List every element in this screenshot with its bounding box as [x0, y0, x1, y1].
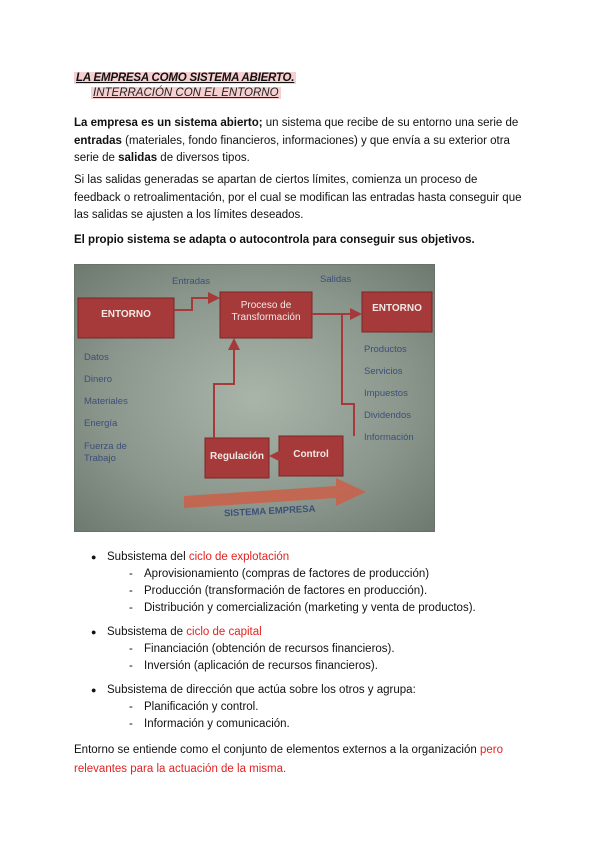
output-item: Servicios: [364, 366, 403, 377]
highlight-red-text: pero relevantes para la actuación de la misma.: [74, 744, 503, 775]
sub-list-item: - Aprovisionamiento (compras de factores de producción): [91, 566, 571, 583]
list-item: [91, 624, 571, 641]
paragraph-open-system: [74, 115, 524, 168]
list-item: [91, 549, 571, 566]
document-subtitle: INTERRACIÓN CON EL ENTORNO: [93, 87, 279, 99]
paragraph-text: de diversos tipos.: [157, 152, 250, 164]
sub-list-item: - Inversión (aplicación de recursos financieros).: [91, 658, 571, 675]
entorno-left-label: ENTORNO: [101, 309, 151, 320]
input-item: Fuerza de: [84, 441, 127, 452]
sub-list-item: - Distribución y comercialización (marketing y venta de productos).: [91, 600, 571, 617]
output-item: Información: [364, 432, 414, 443]
system-diagram-photo: [74, 264, 435, 532]
list-item-text: Subsistema de: [107, 626, 187, 638]
sub-list-item: - Planificación y control.: [91, 699, 571, 716]
entradas-label: Entradas: [172, 276, 211, 287]
control-label: Control: [293, 449, 329, 460]
bold-text: entradas: [74, 134, 122, 147]
input-item: Energía: [84, 418, 118, 429]
entorno-right-label: ENTORNO: [372, 303, 422, 314]
highlight-red-text: ciclo de capital: [186, 626, 262, 638]
sistema-empresa-label: SISTEMA EMPRESA: [223, 503, 316, 520]
subsystem-list-direccion: [91, 682, 571, 733]
highlight-red-text: ciclo de explotación: [188, 551, 290, 563]
list-item: ● Subsistema de dirección que actúa sobre los otros y agrupa:: [91, 682, 571, 699]
input-item: Trabajo: [84, 453, 116, 464]
closing-text: Entorno se entiende como el conjunto de elementos externos a la organización: [74, 744, 480, 756]
proceso-label: Proceso de Transformación: [231, 300, 301, 323]
sub-list-item: - Financiación (obtención de recursos financieros).: [91, 641, 571, 658]
bold-text: salidas: [118, 152, 158, 164]
output-item: Dividendos: [364, 410, 411, 421]
document-title: LA EMPRESA COMO SISTEMA ABIERTO.: [76, 72, 295, 84]
input-item: Materiales: [84, 396, 128, 407]
subsystem-list-explotacion: [91, 549, 571, 617]
arrow-feedback-down: [342, 314, 354, 436]
subsystem-list-capital: [91, 624, 571, 675]
input-item: Datos: [84, 352, 109, 363]
sub-list-item: - Información y comunicación.: [91, 716, 571, 733]
big-arrow: [184, 478, 366, 508]
arrow-regulacion-up: [214, 340, 234, 438]
regulacion-label: Regulación: [210, 451, 264, 462]
input-item: Dinero: [84, 374, 112, 385]
output-item: Impuestos: [364, 388, 408, 399]
output-item: Productos: [364, 344, 407, 355]
salidas-label: Salidas: [320, 274, 352, 285]
closing-paragraph: [74, 741, 514, 779]
paragraph-self-control: El propio sistema se adapta o autocontrola para conseguir sus objetivos.: [74, 234, 475, 246]
bold-text: La empresa es un sistema abierto;: [74, 117, 263, 129]
paragraph-feedback: Si las salidas generadas se apartan de ciertos límites, comienza un proceso de feedback o retroalimentación, por el cual se modifican las entradas hasta conseguir que las salidas se ajusten a los límites deseados.: [74, 174, 522, 221]
list-item-text: Subsistema del: [107, 551, 189, 563]
arrow-entradas: [174, 298, 218, 310]
sub-list-item: - Producción (transformación de factores en producción).: [91, 583, 571, 600]
paragraph-text: un sistema que recibe de su entorno una serie de: [262, 117, 519, 129]
paragraph-text: (materiales, fondo financieros, informaciones) y que envía a su exterior otra serie de: [74, 134, 510, 164]
